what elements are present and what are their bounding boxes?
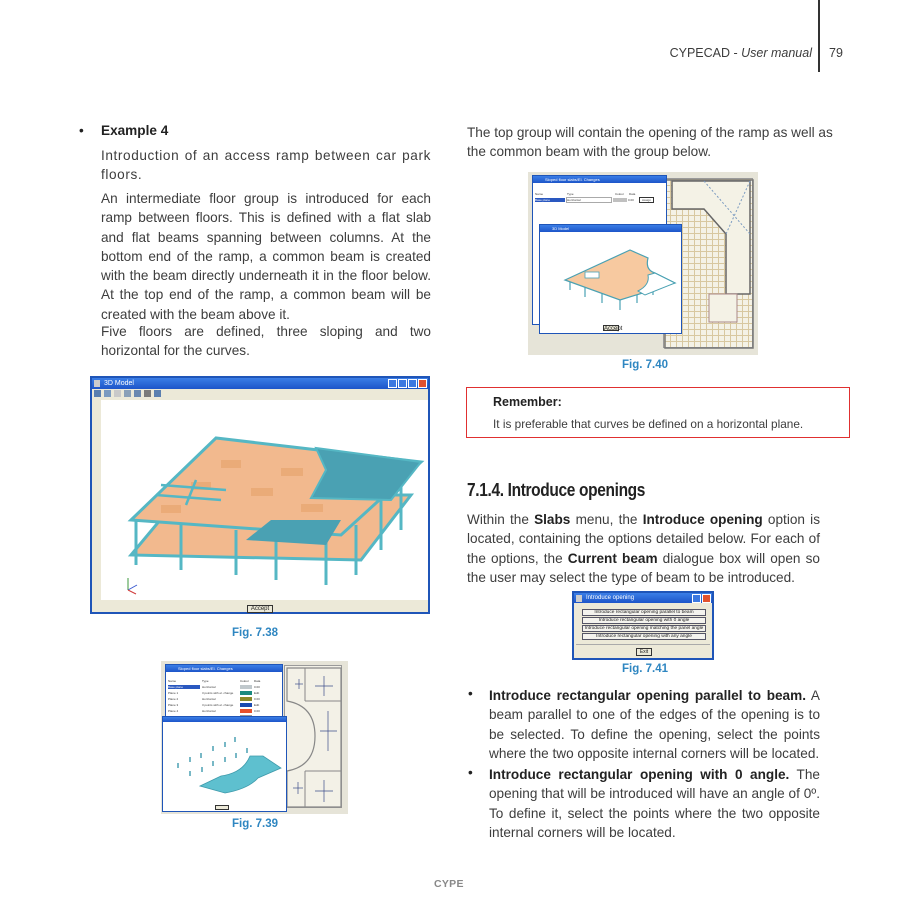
figure-caption: Fig. 7.39 [232, 818, 279, 830]
floor-plan [284, 665, 342, 808]
window-icon [576, 595, 582, 602]
page-number: 79 [829, 46, 843, 60]
remember-callout [466, 387, 850, 438]
3d-viewport[interactable] [163, 723, 286, 805]
tool-icon[interactable] [124, 390, 131, 397]
header-product: CYPECAD [669, 46, 731, 60]
table-header: Name Type Colour Data [168, 679, 261, 683]
bullet-item: Introduce rectangular opening with 0 angle. The opening that will be introduced will have an angle of 0º. To define it, select the points where the two opposite internal corners will be located. [489, 767, 820, 840]
table-row[interactable]: Plane 2 Horizontal 0.00 [168, 697, 260, 701]
accept-button[interactable]: Accept [247, 605, 273, 613]
table-row[interactable]: Base plane Horizontal 0.00 [168, 685, 260, 689]
planes-table [535, 192, 664, 203]
section-heading: 7.1.4. Introduce openings [467, 480, 646, 500]
figure-caption: Fig. 7.38 [232, 627, 279, 639]
section-paragraph: Within the Slabs menu, the Introduce opening option is located, containing the options detailed below. For each of the options, the Current beam dialogue box will open so the user may select the type of beam to be introduced. [467, 512, 820, 585]
window-icon [94, 380, 100, 387]
bullet-item: Introduce rectangular opening parallel to beam. A beam parallel to one of the edges of the opening is to be selected. To define the opening, select the points where the two opposite internal corners will be located. [489, 688, 820, 761]
help-icon[interactable] [692, 594, 701, 603]
tool-icon[interactable] [134, 390, 141, 397]
close-icon[interactable] [418, 379, 427, 388]
fig-7-38-3d-model-window [90, 376, 430, 614]
tool-icon[interactable] [104, 390, 111, 397]
window-title-bar: Sloped floor slabs/El. Changes [166, 665, 282, 672]
minimize-icon[interactable] [398, 379, 407, 388]
running-header: CYPECAD - User manual [669, 46, 812, 60]
maximize-icon[interactable] [408, 379, 417, 388]
paragraph: The top group will contain the opening of the ramp as well as the common beam with the group below. [467, 125, 833, 160]
3d-model-window [162, 716, 287, 812]
exit-button[interactable]: Exit [636, 648, 652, 656]
window-title-bar: Introduce opening [574, 593, 712, 603]
window-title-bar: Sloped floor slabs/El. Changes [533, 176, 666, 183]
paragraph: Five floors are defined, three sloping and two horizontal for the curves. [101, 324, 431, 359]
colour-swatch[interactable] [240, 691, 252, 695]
tool-icon[interactable] [144, 390, 151, 397]
header-divider [818, 0, 820, 72]
tool-icon[interactable] [154, 390, 161, 397]
table-header: Name Type Colour Data [535, 192, 636, 196]
3d-viewport[interactable] [540, 235, 681, 325]
3d-model-window [539, 224, 682, 334]
table-row[interactable]: Plane 3 3 points with el. change Edit [168, 703, 260, 707]
divider [576, 644, 710, 645]
close-icon[interactable] [702, 594, 711, 603]
footer-brand: CYPE [434, 878, 464, 890]
vertical-scrollbar[interactable] [92, 400, 100, 600]
table-row[interactable]: Plane 1 3 points with el. change Edit [168, 691, 260, 695]
bullet-icon: • [468, 686, 473, 701]
colour-swatch[interactable] [613, 198, 627, 202]
accept-button[interactable]: Accept [604, 326, 623, 332]
example-title: Example 4 [101, 123, 169, 138]
window-title-bar [163, 717, 286, 722]
table-row[interactable]: Base plane Horizontal 0.00 Assign [535, 197, 664, 203]
assign-button[interactable]: Assign [639, 197, 654, 203]
accept-button[interactable] [215, 805, 229, 810]
planes-table [168, 679, 280, 720]
colour-swatch[interactable] [240, 703, 252, 707]
fig-7-39 [161, 661, 348, 814]
table-row[interactable]: Plane 4 Horizontal 0.00 [168, 709, 260, 713]
option-zero-angle[interactable]: Introduce rectangular opening with 0 angle [582, 617, 706, 624]
paragraph: Introduction of an access ramp between car park floors. [101, 148, 431, 183]
option-any-angle[interactable]: Introduce rectangular opening with any angle [582, 633, 706, 640]
sloped-floor-dialog [165, 664, 283, 719]
colour-swatch[interactable] [240, 709, 252, 713]
window-title-bar: 3D Model [92, 378, 428, 389]
colour-swatch[interactable] [240, 685, 252, 689]
introduce-opening-dialog [572, 591, 714, 660]
colour-swatch[interactable] [240, 697, 252, 701]
figure-caption: Fig. 7.40 [622, 359, 669, 371]
bullet-icon: • [468, 765, 473, 780]
option-parallel-to-beam[interactable]: Introduce rectangular opening parallel to beam [582, 609, 706, 616]
option-panel-angle[interactable]: Introduce rectangular opening matching the panel angle [582, 625, 706, 632]
remember-text: It is preferable that curves be defined on a horizontal plane. [493, 417, 804, 431]
tool-icon[interactable] [114, 390, 121, 397]
3d-viewport[interactable] [101, 400, 428, 600]
help-icon[interactable] [388, 379, 397, 388]
header-manual: User manual [741, 46, 812, 60]
window-title-bar: 3D Model [540, 225, 681, 232]
remember-title: Remember: [493, 395, 562, 409]
bullet-icon: • [79, 123, 84, 138]
figure-caption: Fig. 7.41 [622, 663, 669, 675]
toolbar [94, 390, 161, 398]
tool-icon[interactable] [94, 390, 101, 397]
paragraph: An intermediate floor group is introduced for each ramp between floors. This is defined with a flat slab and flat beams spanning between columns. At the bottom end of the ramp, a common beam is created with the beam directly underneath it in the floor below. At the top end of the ramp, a common beam will be created with the beam above it. [101, 191, 431, 322]
fig-7-40 [528, 172, 758, 355]
